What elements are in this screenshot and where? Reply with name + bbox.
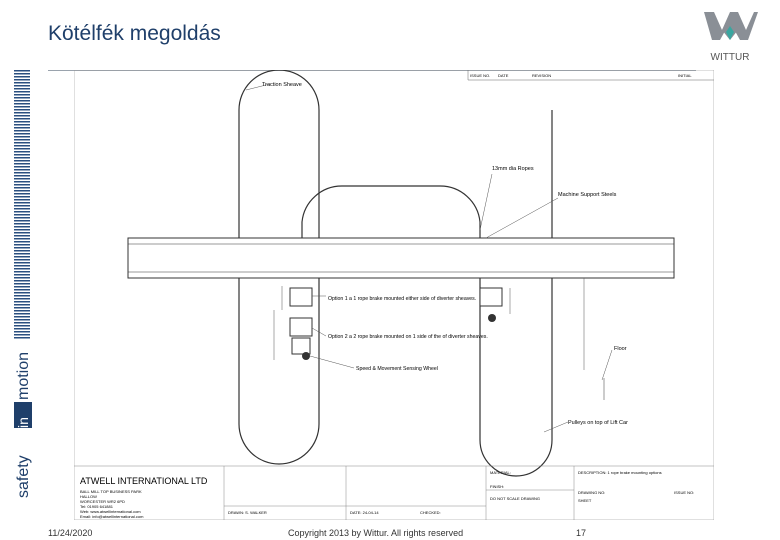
footer-date: 11/24/2020 bbox=[48, 528, 93, 538]
label-pulleys: Pulleys on top of Lift Car bbox=[568, 420, 628, 426]
rope-brake-drawing bbox=[74, 70, 714, 520]
tb-drawing-no: DRAWING NO: bbox=[578, 490, 606, 495]
label-speed-wheel: Speed & Movement Sensing Wheel bbox=[356, 366, 438, 372]
footer-copyright: Copyright 2013 by Wittur. All rights reserved bbox=[288, 528, 464, 538]
side-text-in: in bbox=[15, 417, 31, 428]
tb-finish: FINISH: bbox=[490, 484, 505, 489]
logo-text: WITTUR bbox=[710, 52, 750, 63]
tb-date: DATE: 24-04-14 bbox=[350, 510, 379, 515]
brand-stripe bbox=[14, 70, 30, 340]
hdr-initial: INITIAL bbox=[678, 73, 692, 78]
label-floor: Floor bbox=[614, 346, 627, 352]
side-text-safety: safety bbox=[15, 455, 32, 498]
hdr-date: DATE bbox=[498, 73, 509, 78]
company-line-5: Web: www.atwellinternational.com bbox=[80, 509, 141, 514]
company-line-4: Tel: 01905 641881 bbox=[80, 504, 113, 509]
label-support-steels: Machine Support Steels bbox=[558, 192, 617, 198]
label-option1: Option 1 a 1 rope brake mounted either side of diverter sheaves. bbox=[328, 296, 477, 302]
label-traction-sheave: Traction Sheave bbox=[262, 82, 302, 88]
company-line-3: WORCESTER WR2 6PD bbox=[80, 499, 125, 504]
tb-drawn: DRAWN: S. WALKER bbox=[228, 510, 267, 515]
slide-title: Kötélfék megoldás bbox=[48, 22, 221, 45]
tb-checked: CHECKED: bbox=[420, 510, 441, 515]
wittur-logo bbox=[700, 10, 760, 70]
hdr-issue: ISSUE NO. bbox=[470, 73, 491, 78]
safety-in-motion-mark bbox=[2, 340, 38, 500]
tb-sheet: SHEET bbox=[578, 498, 592, 503]
company-line-1: BALL MILL TOP BUSINESS PARK bbox=[80, 489, 142, 494]
tb-issue-no: ISSUE NO: bbox=[674, 490, 695, 495]
company-line-6: Email: info@atwellinternational.com bbox=[80, 514, 144, 519]
tb-no-scale: DO NOT SCALE DRAWING bbox=[490, 496, 541, 501]
footer-page-number: 17 bbox=[576, 528, 587, 538]
side-text-motion: motion bbox=[15, 351, 32, 400]
hdr-revision: REVISION bbox=[532, 73, 552, 78]
tb-material: MATERIAL: bbox=[490, 470, 511, 475]
company-name: ATWELL INTERNATIONAL LTD bbox=[80, 476, 208, 486]
label-rope: 13mm dia Ropes bbox=[492, 166, 534, 172]
company-line-2: HALLOW bbox=[80, 494, 97, 499]
label-option2: Option 2 a 2 rope brake mounted on 1 side of the of diverter sheaves. bbox=[328, 334, 488, 340]
tb-description: DESCRIPTION: 1 rope brake mounting options bbox=[578, 470, 662, 475]
